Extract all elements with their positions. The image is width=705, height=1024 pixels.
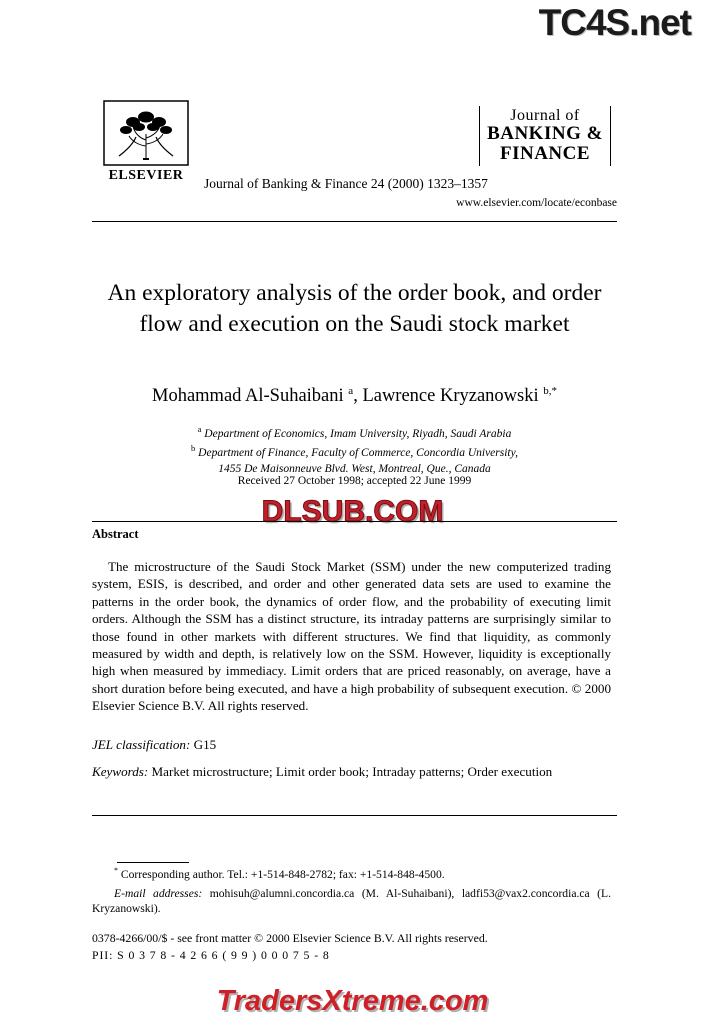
abstract-heading: Abstract bbox=[92, 527, 139, 541]
affiliation-b-line2: 1455 De Maisonneuve Blvd. West, Montreal, Que., Canada bbox=[218, 463, 491, 476]
jel-classification bbox=[92, 737, 216, 753]
pii-line: PII: S 0 3 7 8 - 4 2 6 6 ( 9 9 ) 0 0 0 7 5 - 8 bbox=[92, 948, 330, 963]
elsevier-logo bbox=[92, 100, 200, 184]
keywords bbox=[92, 763, 611, 780]
abstract-top-divider bbox=[92, 521, 617, 522]
jel-label: JEL classification: bbox=[92, 737, 191, 752]
author-list bbox=[92, 385, 617, 407]
affiliations bbox=[92, 423, 617, 478]
email-note bbox=[92, 886, 611, 918]
masthead-divider bbox=[92, 221, 617, 222]
affiliation-b-line1: $^b$ Department of Finance, Faculty of Commerce, Concordia University, bbox=[191, 443, 518, 459]
watermark-middle: DLSUB.COM bbox=[261, 495, 444, 528]
copyright-block bbox=[92, 930, 611, 964]
received-accepted-dates: Received 27 October 1998; accepted 22 June 1999 bbox=[237, 475, 472, 487]
footnotes bbox=[92, 866, 611, 917]
email-label: E-mail addresses: bbox=[114, 886, 203, 900]
journal-citation: Journal of Banking & Finance 24 (2000) 1323–1357 bbox=[204, 176, 488, 191]
journal-logo-line3: FINANCE bbox=[499, 142, 591, 164]
page-title: An exploratory analysis of the order book, and order flow and execution on the Saudi stock market bbox=[107, 280, 602, 338]
jel-value: G15 bbox=[193, 737, 217, 752]
abstract-bottom-divider bbox=[92, 815, 617, 816]
journal-logo-line2: BANKING & bbox=[487, 123, 603, 145]
email-value[interactable]: mohisuh@alumni.concordia.ca (M. Al-Suhaibani), ladfi53@vax2.concordia.ca (L. Kryzanowski). bbox=[92, 886, 611, 916]
watermark-bottom: TradersXtreme.com bbox=[216, 985, 489, 1017]
footnote-divider bbox=[117, 862, 189, 863]
masthead bbox=[92, 100, 617, 220]
corresponding-author-note: * Corresponding author. Tel.: +1-514-848-2782; fax: +1-514-848-4500. bbox=[114, 866, 445, 881]
affiliation-a: $^a$ Department of Economics, Imam University, Riyadh, Saudi Arabia bbox=[197, 424, 512, 440]
watermark-top-right: TC4S.net bbox=[538, 2, 691, 43]
keywords-value: Market microstructure; Limit order book; Intraday patterns; Order execution bbox=[151, 764, 553, 779]
author-names: Mohammad Al-Suhaibani $^a$, Lawrence Kryzanowski $^{b,*}$ bbox=[152, 385, 557, 407]
keywords-label: Keywords: bbox=[92, 764, 149, 779]
journal-web-link[interactable]: www.elsevier.com/locate/econbase bbox=[456, 197, 617, 209]
journal-logo bbox=[479, 106, 611, 166]
elsevier-tree-icon bbox=[103, 100, 189, 166]
elsevier-wordmark: ELSEVIER bbox=[108, 168, 184, 183]
journal-logo-line1: Journal of bbox=[510, 107, 580, 124]
abstract-text: The microstructure of the Saudi Stock Market (SSM) under the new computerized trading system, ESIS, is described, and order and other generated data sets are used to examine the patterns in the order book, the dynamics of order flow, and the probability of executing limit orders. Although the SSM has a distinct structure, its intraday patterns are surprisingly similar to those found in other markets with different structures. We find that liquidity, as commonly measured by width and depth, is relatively low on the SSM. However, liquidity is exceptionally high when measured by immediacy. Limit orders that are priced reasonably, on average, have a short duration before being executed, and have a high probability of subsequent execution. © 2000 Elsevier Science B.V. All rights reserved. bbox=[92, 559, 611, 714]
issn-line: 0378-4266/00/$ - see front matter © 2000 Elsevier Science B.V. All rights reserved. bbox=[92, 931, 488, 945]
